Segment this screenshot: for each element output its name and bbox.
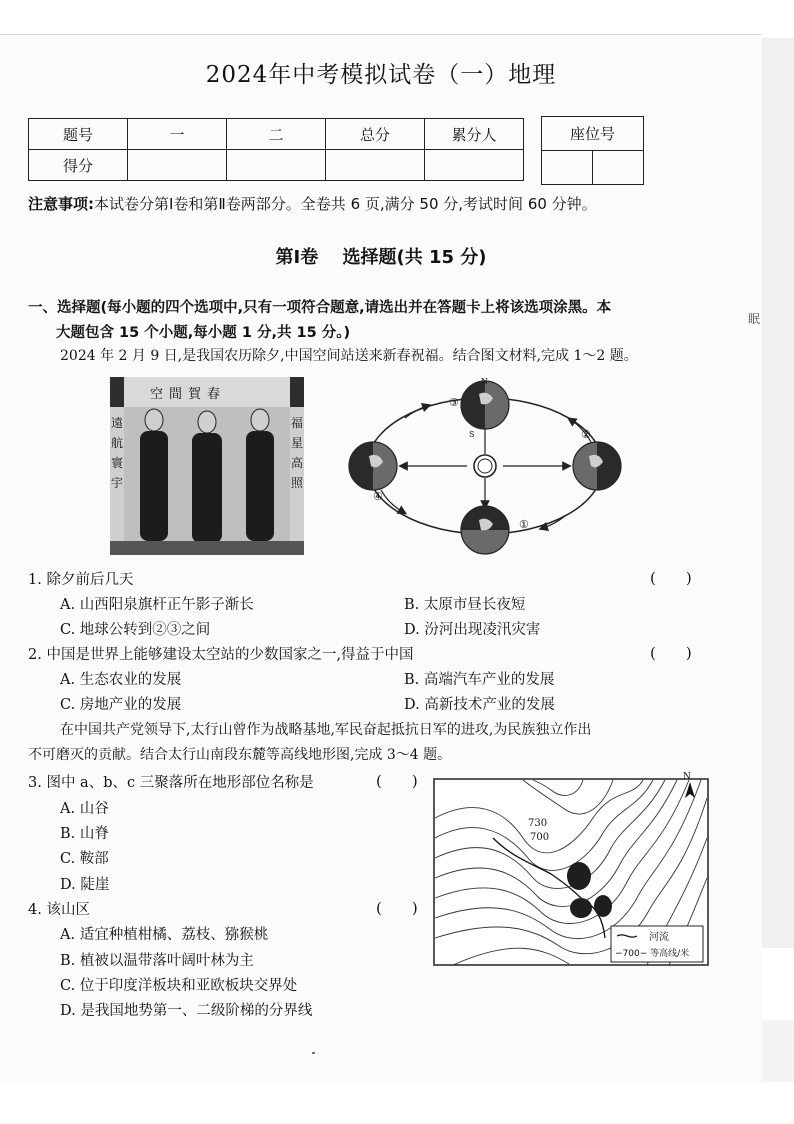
q3-answer-paren[interactable]: ( ) [376,772,418,790]
earth-globe-right [573,442,621,490]
q1-option-d[interactable]: D. 汾河出现凌汛灾害 [404,622,541,638]
q1-answer-paren[interactable]: ( ) [650,569,692,587]
score-header-cell: 累分人 [425,119,524,150]
contour-map [433,772,709,970]
q2-option-c[interactable]: C. 房地产业的发展 [60,697,182,713]
seat-number-table [541,116,644,185]
q2-stem: 2. 中国是世界上能够建设太空站的少数国家之一,得益于中国 [28,647,414,663]
scroll-track[interactable] [762,38,794,948]
seat-cell [542,151,593,185]
q1-option-c[interactable]: C. 地球公转到②③之间 [60,622,211,638]
part1-heading-line1: 一、选择题(每小题的四个选项中,只有一项符合题意,请选出并在答题卡上将该选项涂黑。本 [28,300,612,316]
photo-banner-text: 空間賀春 [150,387,227,402]
score-cell [128,150,227,181]
page-dot [312,1052,315,1054]
q3-option-a[interactable]: A. 山谷 [60,801,109,817]
q2-option-a[interactable]: A. 生态农业的发展 [60,672,182,688]
intro2-line1: 在中国共产党领导下,太行山曾作为战略基地,军民奋起抵抗日军的进攻,为民族独立作出 [60,722,592,738]
legend-contour-label: −700− 等高线/米 [615,949,690,959]
earth-globe-left [349,442,397,490]
contour-label-700: 700 [530,832,550,843]
q4-option-b[interactable]: B. 植被以温带落叶阔叶林为主 [60,953,254,969]
pole-s-label: S [469,430,475,439]
orbit-marker-1: ① [519,518,529,531]
pole-n-label: N [481,377,488,386]
q2-answer-paren[interactable]: ( ) [650,644,692,662]
q4-stem: 4. 该山区 [28,902,90,918]
q4-option-a[interactable]: A. 适宜种植柑橘、荔枝、猕猴桃 [60,927,269,943]
q3-option-c[interactable]: C. 鞍部 [60,851,109,867]
q1-stem: 1. 除夕前后几天 [28,572,134,588]
score-cell [326,150,425,181]
score-header-cell: 题号 [29,119,128,150]
q4-option-d[interactable]: D. 是我国地势第一、二级阶梯的分界线 [60,1003,313,1019]
notice-text: 本试卷分第Ⅰ卷和第Ⅱ卷两部分。全卷共 6 页,满分 50 分,考试时间 60 分钟。 [94,195,597,213]
space-station-photo [110,377,304,555]
score-header-cell: 总分 [326,119,425,150]
notice-label: 注意事项: [28,195,94,213]
q2-option-d[interactable]: D. 高新技术产业的发展 [404,697,555,713]
q4-answer-paren[interactable]: ( ) [376,899,418,917]
legend-river-label: 河流 [649,932,669,943]
photo-left-couplet: 遠航寰宇 [111,416,124,490]
score-header-cell: 二 [227,119,326,150]
q1-option-a[interactable]: A. 山西阳泉旗杆正午影子渐长 [60,597,254,613]
score-row-label: 得分 [29,150,128,181]
orbit-marker-2: ② [581,428,591,441]
q3-option-d[interactable]: D. 陡崖 [60,877,110,893]
scroll-track-lower [762,1020,794,1082]
notice [28,193,597,214]
edge-mark: 眠 [748,312,761,326]
section-title: 第Ⅰ卷 选择题(共 15 分) [275,247,487,268]
part1-heading [28,296,718,346]
q2-option-b[interactable]: B. 高端汽车产业的发展 [404,672,555,688]
score-cell [425,150,524,181]
q3-option-b[interactable]: B. 山脊 [60,826,109,842]
orbit-marker-4: ④ [373,490,383,503]
intro2-line2: 不可磨灭的贡献。结合太行山南段东麓等高线地形图,完成 3～4 题。 [28,747,452,763]
score-cell [227,150,326,181]
q4-option-c[interactable]: C. 位于印度洋板块和亚欧板块交界处 [60,978,298,994]
score-table [28,118,524,181]
part1-intro: 2024 年 2 月 9 日,是我国农历除夕,中国空间站送来新春祝福。结合图文材料,完成 1～2 题。 [60,348,638,364]
part1-heading-line2: 大题包含 15 个小题,每小题 1 分,共 15 分。) [56,325,351,341]
seat-cell [593,151,644,185]
earth-globe-bottom [461,506,509,554]
earth-globe-top [461,381,509,429]
score-header-cell: 一 [128,119,227,150]
orbit-marker-3: ③ [449,396,459,409]
photo-right-couplet: 福星高照 [291,416,304,490]
earth-orbit-diagram [345,380,625,555]
exam-title: 2024年中考模拟试卷（一）地理 [205,62,557,88]
contour-label-730: 730 [528,818,548,829]
q3-stem: 3. 图中 a、b、c 三聚落所在地形部位名称是 [28,775,314,791]
seat-number-label: 座位号 [542,117,644,151]
q1-option-b[interactable]: B. 太原市昼长夜短 [404,597,526,613]
contour-north-label: N [683,772,691,782]
earth-orbit-figure [345,377,625,559]
